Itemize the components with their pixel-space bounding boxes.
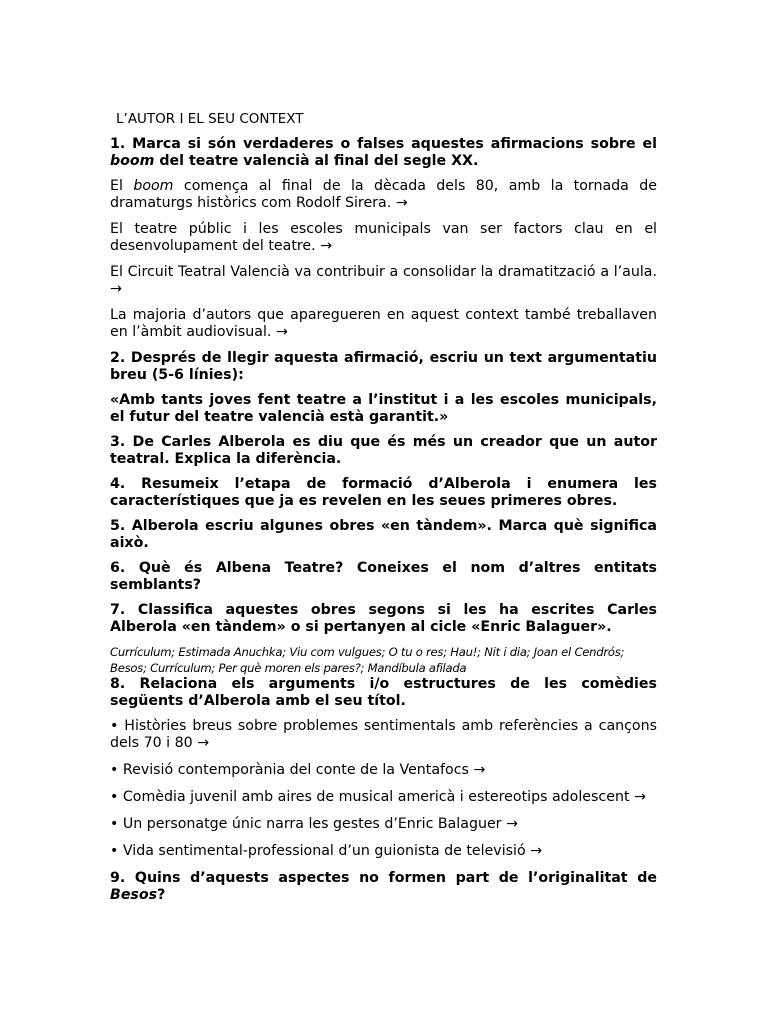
document-page: [110, 111, 657, 904]
question-6: 6. Què és Albena Teatre? Coneixes el nom d’altres entitats semblants?: [110, 560, 657, 593]
question-7: 7. Classifica aquestes obres segons si les ha escrites Carles Alberola «en tàndem» o si pertanyen al cicle «Enric Balaguer».: [110, 602, 657, 635]
question-8: 8. Relaciona els arguments i/o estructures de les comèdies següents d’Alberola amb el seu títol.: [110, 676, 657, 709]
statement-1-italic: boom: [133, 178, 174, 194]
question-9-end: ?: [157, 887, 166, 903]
question-9: [110, 870, 657, 904]
statement-1-start: El: [110, 178, 123, 194]
question-1: [110, 136, 657, 170]
statement-4: La majoria d’autors que aparegueren en aquest context també treballaven en l’àmbit audiovisual. →: [110, 307, 657, 340]
statement-3: El Circuit Teatral Valencià va contribuir a consolidar la dramatització a l’aula. →: [110, 264, 657, 297]
section-title: L’AUTOR I EL SEU CONTEXT: [116, 111, 304, 127]
question-3: 3. De Carles Alberola es diu que és més un creador que un autor teatral. Explica la diferència.: [110, 434, 657, 467]
statement-2: El teatre públic i les escoles municipals van ser factors clau en el desenvolupament del teatre. →: [110, 221, 657, 254]
works-list-line-2: Besos; Currículum; Per què moren els pares?; Mandíbula afilada: [110, 661, 467, 675]
statement-1: [110, 178, 657, 212]
statement-1-end: comença al final de la dècada dels 80, amb la tornada de dramaturgs històrics com Rodolf Sirera. →: [110, 178, 658, 211]
bullet-5: • Vida sentimental-professional d’un guionista de televisió →: [110, 843, 543, 859]
question-1-italic: boom: [110, 153, 155, 169]
question-9-italic: Besos: [110, 887, 158, 903]
question-4: 4. Resumeix l’etapa de formació d’Alberola i enumera les característiques que ja es revelen en les seues primeres obres.: [110, 476, 657, 509]
bullet-1: • Històries breus sobre problemes sentimentals amb referències a cançons dels 70 i 80 →: [110, 718, 657, 751]
works-list: [110, 644, 657, 676]
question-1-text-end: del teatre valencià al final del segle XX.: [159, 153, 479, 169]
bullet-2: • Revisió contemporània del conte de la Ventafocs →: [110, 762, 486, 778]
question-1-number: 1.: [110, 136, 126, 152]
question-9-text: 9. Quins d’aquests aspectes no formen part de l’originalitat de: [110, 870, 657, 886]
question-5: 5. Alberola escriu algunes obres «en tàndem». Marca què significa això.: [110, 518, 657, 551]
works-list-line-1: Currículum; Estimada Anuchka; Viu com vulgues; O tu o res; Hau!; Nit i dia; Joan el Cendrós;: [110, 645, 625, 659]
quote: «Amb tants joves fent teatre a l’institut i a les escoles municipals, el futur del teatre valencià està garantit.»: [110, 392, 657, 425]
question-1-text: Marca si són verdaderes o falses aquestes afirmacions sobre el: [132, 136, 657, 152]
question-2: 2. Després de llegir aquesta afirmació, escriu un text argumentatiu breu (5-6 línies):: [110, 350, 657, 383]
bullet-3: • Comèdia juvenil amb aires de musical americà i estereotips adolescent →: [110, 789, 646, 805]
bullet-4: • Un personatge únic narra les gestes d’Enric Balaguer →: [110, 816, 518, 832]
